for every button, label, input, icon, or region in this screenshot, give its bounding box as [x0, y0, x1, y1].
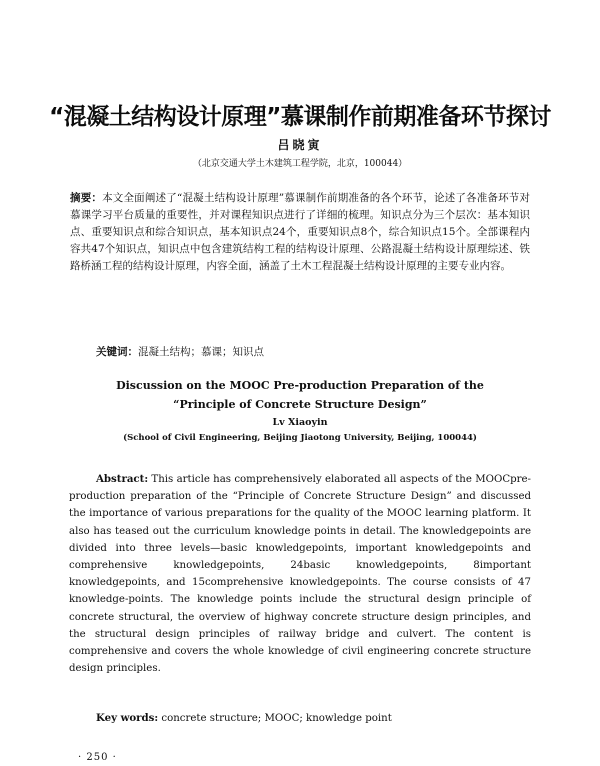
english-abstract-label: Abstract:	[96, 473, 149, 485]
page-number: · 250 ·	[78, 752, 117, 763]
english-abstract	[69, 471, 531, 677]
english-title-line2: “Principle of Concrete Structure Design”	[173, 398, 427, 411]
chinese-affiliation: （北京交通大学土木建筑工程学院，北京，100044）	[192, 159, 408, 169]
chinese-author: 吕晓寅	[277, 138, 323, 152]
chinese-abstract	[70, 190, 530, 275]
english-keywords-label: Key words:	[96, 712, 159, 724]
english-title-line1: Discussion on the MOOC Pre-production Preparation of the	[116, 379, 484, 392]
chinese-title: “混凝土结构设计原理”慕课制作前期准备环节探讨	[49, 104, 551, 130]
chinese-abstract-text: 本文全面阐述了“混凝土结构设计原理”慕课制作前期准备的各个环节，论述了各准备环节对慕课学习平台质量的重要性，并对课程知识点进行了详细的梳理。知识点分为三个层次：基本知识点、重要知识点和综合知识点，基本知识点24个，重要知识点8个，综合知识点15个。全部课程内容共47个知识点，知识点中包含建筑结构工程的结构设计原理、公路混凝土结构设计原理综述、铁路桥涵工程的结构设计原理，内容全面，涵盖了土木工程混凝土结构设计原理的主要专业内容。	[70, 192, 531, 272]
english-affiliation: (School of Civil Engineering, Beijing Jiaotong University, Beijing, 100044)	[123, 433, 477, 443]
english-author: Lv Xiaoyin	[272, 417, 328, 428]
english-abstract-text: This article has comprehensively elaborated all aspects of the MOOCpre-production preparation of the “Principle of Concrete Structure Design” and discussed the importance of various preparations for the quality of the MOOC learning platform. It also has teased out the curriculum knowledge points in detail. The knowledgepoints are divided into three levels—basic knowledgepoints, important knowledgepoints and comprehensive knowledgepoints, 24basic knowledgepoints, 8important knowledgepoints, and 15comprehensive knowledgepoints. The course consists of 47 knowledge-points. The knowledge points include the structural design principle of concrete structural, the overview of highway concrete structure design principles, and the structural design principles of railway bridge and culvert. The content is comprehensive and covers the whole knowledge of civil engineering concrete structure design principles.	[69, 474, 531, 675]
chinese-keywords-text: 混凝土结构；慕课；知识点	[138, 346, 264, 358]
chinese-keywords	[96, 344, 536, 359]
chinese-abstract-label: 摘要：	[70, 192, 103, 204]
english-keywords-text: concrete structure; MOOC; knowledge point	[161, 713, 392, 724]
chinese-keywords-label: 关键词：	[96, 346, 138, 358]
english-keywords	[96, 712, 536, 724]
